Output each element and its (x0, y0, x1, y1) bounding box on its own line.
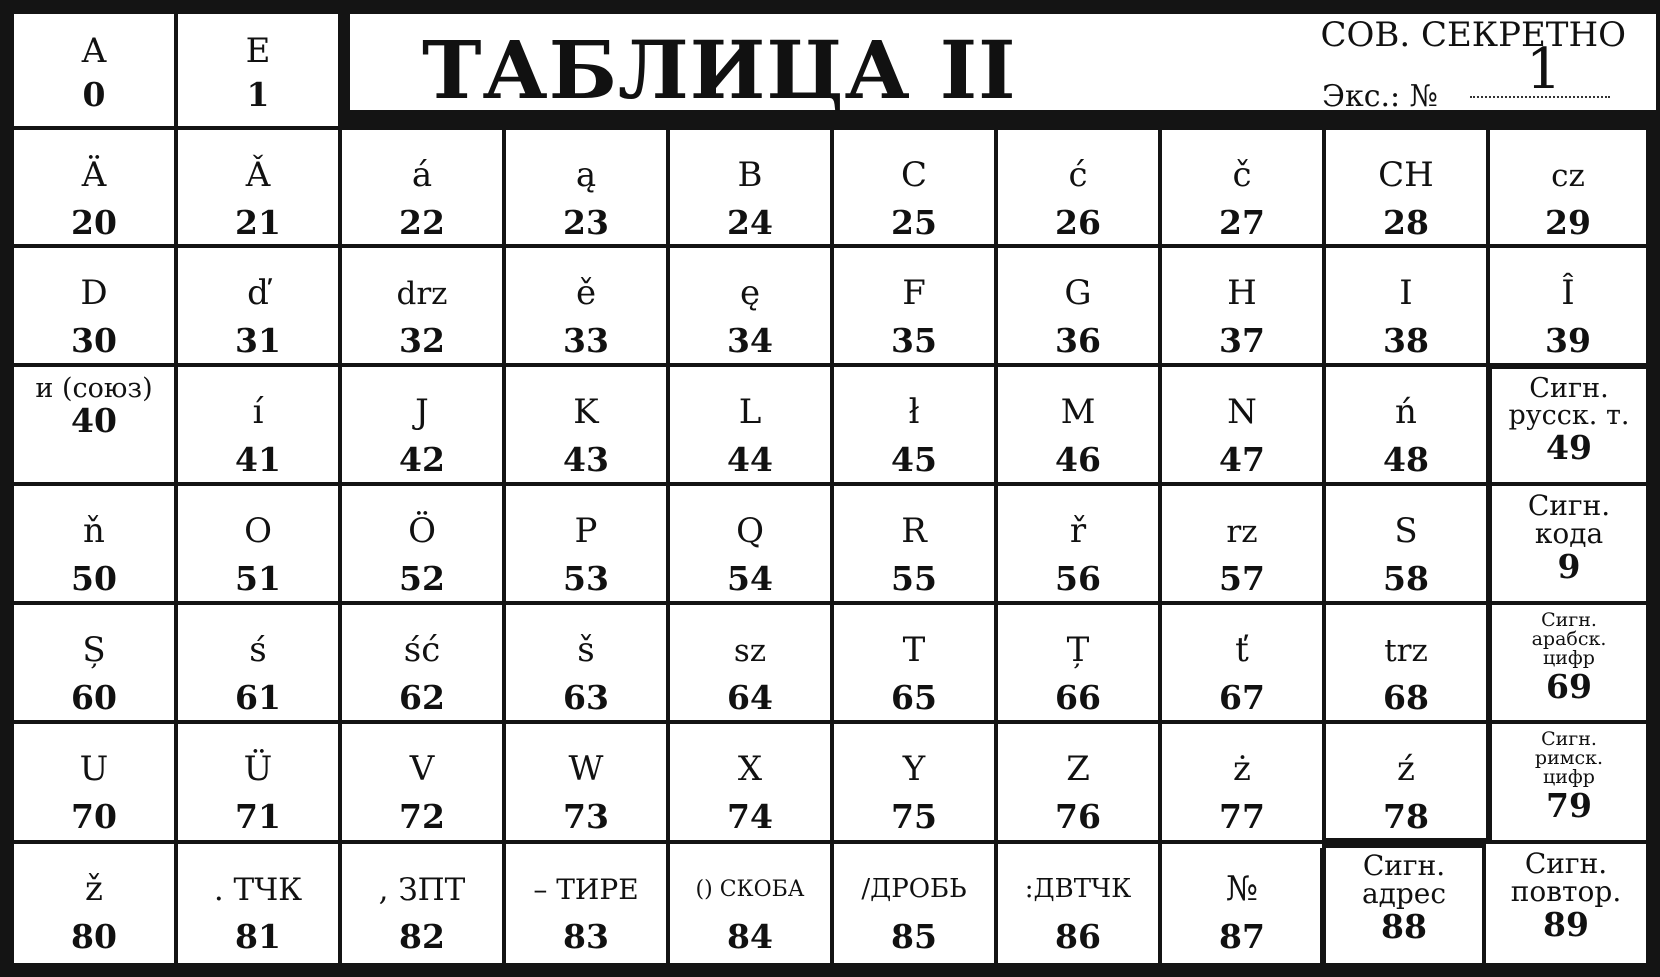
cell-code: 9 (1557, 547, 1581, 586)
cell-letter: trz (1384, 632, 1428, 669)
cell-letter-text: и (союз) (35, 373, 153, 404)
cell-letter: ą (575, 155, 597, 196)
cell-letter: W (568, 749, 604, 790)
cell-code: 52 (399, 559, 445, 598)
table-cell-73 (506, 724, 666, 840)
page-title: ТАБЛИЦА II (422, 23, 1017, 117)
cell-signal-text: Сигн. русск. т. (1508, 373, 1630, 431)
cell-letter: Ǎ (245, 155, 271, 196)
cell-code: 79 (1546, 786, 1592, 825)
table-cell-84 (670, 844, 830, 963)
table-cell-25 (834, 130, 994, 244)
table-cell-68 (1326, 605, 1486, 720)
cell-letter: á (411, 155, 433, 196)
table-cell-66 (998, 605, 1158, 720)
table-cell-50 (14, 486, 174, 601)
table-cell-37 (1162, 248, 1322, 363)
table-cell-42 (342, 367, 502, 482)
cell-code: 47 (1219, 440, 1265, 479)
cell-letter: CH (1378, 155, 1434, 196)
cell-code: 35 (891, 321, 937, 360)
table-cell-47 (1162, 367, 1322, 482)
cell-letter: ď (247, 273, 269, 314)
table-cell-65 (834, 605, 994, 720)
cell-code: 40 (71, 401, 117, 440)
cell-code: 46 (1055, 440, 1101, 479)
cell-letter: /ДРОБЬ (861, 874, 967, 905)
cell-code: 88 (1381, 907, 1427, 946)
classification-stamp: СОВ. СЕКРЕТНО (1320, 15, 1626, 55)
cell-code: 22 (399, 203, 445, 242)
table-cell-40 (14, 367, 174, 482)
cell-code: 72 (399, 797, 445, 836)
cell-letter: š (577, 630, 595, 671)
cell-letter: . ТЧК (213, 871, 303, 908)
table-cell-27 (1162, 130, 1322, 244)
cell-letter: Ș (82, 630, 106, 671)
cell-code: 33 (563, 321, 609, 360)
table-cell-80 (14, 844, 174, 963)
cell-letter: :ДВТЧК (1024, 874, 1132, 905)
table-cell-86 (998, 844, 1158, 963)
cell-letter: D (80, 273, 108, 314)
table-cell-36 (998, 248, 1158, 363)
cell-code: 58 (1383, 559, 1429, 598)
cell-code: 71 (235, 797, 281, 836)
table-cell-70 (14, 724, 174, 840)
table-cell-44 (670, 367, 830, 482)
cell-code: 25 (891, 203, 937, 242)
cell-signal-label (1494, 375, 1644, 429)
cell-code: 76 (1055, 797, 1101, 836)
cell-letter: Z (1066, 749, 1090, 790)
copy-number-label: Экс.: № (1322, 79, 1439, 114)
cell-code: 53 (563, 559, 609, 598)
cell-code: 1 (246, 75, 270, 114)
cell-code: 85 (891, 917, 937, 956)
cell-letter: č (1232, 155, 1252, 196)
table-cell-83 (506, 844, 666, 963)
table-cell-87 (1162, 844, 1322, 963)
cell-letter: í (252, 392, 264, 433)
table-cell-26 (998, 130, 1158, 244)
table-cell-77 (1162, 724, 1322, 840)
cell-letter: M (1060, 392, 1096, 433)
table-cell-30 (14, 248, 174, 363)
cell-letter: J (415, 392, 429, 433)
cell-code: 49 (1546, 428, 1592, 467)
table-cell-58 (1326, 486, 1486, 601)
table-cell-55 (834, 486, 994, 601)
cell-code: 38 (1383, 321, 1429, 360)
table-cell-71 (178, 724, 338, 840)
cell-signal-label (1519, 611, 1619, 668)
cell-signal-text: Сигн. повтор. (1510, 847, 1622, 908)
table-cell-89 (1486, 844, 1646, 963)
cell-code: 70 (71, 797, 117, 836)
table-cell-64 (670, 605, 830, 720)
cell-letter: ł (908, 392, 920, 433)
cell-code: 83 (563, 917, 609, 956)
cell-signal-label (1491, 847, 1641, 908)
table-cell-61 (178, 605, 338, 720)
cell-code: 41 (235, 440, 281, 479)
cell-letter: drz (396, 275, 448, 312)
cell-code: 87 (1219, 917, 1265, 956)
table-cell-82 (342, 844, 502, 963)
cell-letter: № (1225, 869, 1259, 910)
cell-code: 69 (1546, 667, 1592, 706)
table-cell-52 (342, 486, 502, 601)
cell-code: 37 (1219, 321, 1265, 360)
cell-letter: ň (83, 511, 105, 552)
cell-code: 21 (235, 203, 281, 242)
cell-letter: R (901, 511, 927, 552)
cell-code: 78 (1383, 797, 1429, 836)
cell-letter: C (900, 155, 927, 196)
cell-signal-text: Сигн. адрес (1361, 849, 1447, 910)
table-cell-79 (1486, 724, 1646, 840)
cell-letter: ś (249, 630, 267, 671)
table-cell-67 (1162, 605, 1322, 720)
table-cell-31 (178, 248, 338, 363)
cell-letter: ź (1397, 749, 1415, 790)
table-cell-49 (1486, 363, 1646, 482)
table-cell-53 (506, 486, 666, 601)
cell-letter: ě (575, 273, 597, 314)
cell-letter: N (1227, 392, 1257, 433)
cell-letter: S (1394, 511, 1418, 552)
cell-letter: ř (1069, 511, 1087, 552)
cell-letter: Ö (408, 511, 436, 552)
cell-letter: sz (733, 632, 767, 669)
cell-letter: O (244, 511, 272, 552)
table-cell-62 (342, 605, 502, 720)
cell-letter: ť (1235, 630, 1249, 671)
cell-code: 44 (727, 440, 773, 479)
cell-signal-label (1519, 730, 1619, 787)
cell-code: 20 (71, 203, 117, 242)
cell-code: 23 (563, 203, 609, 242)
copy-number: 1 (1526, 37, 1562, 102)
cell-code: 42 (399, 440, 445, 479)
cell-code: 68 (1383, 678, 1429, 717)
cell-code: 66 (1055, 678, 1101, 717)
cell-letter: Î (1561, 273, 1575, 314)
cell-letter: B (737, 155, 763, 196)
cell-letter: P (574, 511, 598, 552)
table-cell-54 (670, 486, 830, 601)
cell-letter: rz (1226, 513, 1258, 550)
table-cell-35 (834, 248, 994, 363)
cell-code: 24 (727, 203, 773, 242)
cell-letter: Ä (81, 155, 107, 196)
cell-code: 48 (1383, 440, 1429, 479)
table-cell-20 (14, 130, 174, 244)
cell-letter (34, 375, 154, 402)
cell-letter: H (1227, 273, 1257, 314)
cell-code: 43 (563, 440, 609, 479)
cell-code: 29 (1545, 203, 1591, 242)
cell-code: 74 (727, 797, 773, 836)
table-cell-29 (1490, 130, 1646, 244)
cell-code: 82 (399, 917, 445, 956)
cell-letter: () СКОБА (695, 877, 805, 903)
cell-signal-label (1514, 489, 1624, 550)
table-cell-34 (670, 248, 830, 363)
table-cell-56 (998, 486, 1158, 601)
cell-code: 89 (1543, 905, 1589, 944)
cell-letter: U (79, 749, 109, 790)
table-cell-32 (342, 248, 502, 363)
cell-letter: L (738, 392, 762, 433)
cell-letter: K (573, 392, 599, 433)
table-cell-78 (1326, 724, 1486, 844)
table-cell-85 (834, 844, 994, 963)
table-cell-46 (998, 367, 1158, 482)
cell-signal-text: Сигн. римск. цифр (1534, 728, 1604, 788)
cell-letter: T (902, 630, 926, 671)
cell-letter: ž (85, 869, 103, 910)
cell-signal-text: Сигн. кода (1527, 489, 1611, 550)
cell-code: 84 (727, 917, 773, 956)
cell-letter: ń (1395, 392, 1417, 433)
table-cell-43 (506, 367, 666, 482)
cell-code: 45 (891, 440, 937, 479)
cell-letter: ć (1068, 155, 1088, 196)
table-cell-38 (1326, 248, 1486, 363)
cell-code: 36 (1055, 321, 1101, 360)
cell-letter: ę (739, 273, 761, 314)
cell-code: 64 (727, 678, 773, 717)
cell-code: 67 (1219, 678, 1265, 717)
cell-letter: Ü (243, 749, 273, 790)
cell-code: 32 (399, 321, 445, 360)
cell-code: 63 (563, 678, 609, 717)
table-cell-9 (1486, 486, 1646, 601)
cell-letter: Ț (1066, 630, 1090, 671)
cell-code: 62 (399, 678, 445, 717)
cell-code: 30 (71, 321, 117, 360)
cell-code: 27 (1219, 203, 1265, 242)
cell-signal-label (1349, 849, 1459, 910)
cell-code: 50 (71, 559, 117, 598)
table-cell-48 (1326, 367, 1486, 482)
table-cell-22 (342, 130, 502, 244)
cell-code: 61 (235, 678, 281, 717)
cell-code: 75 (891, 797, 937, 836)
cell-code: 86 (1055, 917, 1101, 956)
cell-letter: V (409, 749, 435, 790)
table-cell-0 (14, 14, 174, 126)
table-cell-75 (834, 724, 994, 840)
cell-code: 0 (82, 75, 106, 114)
cell-code: 57 (1219, 559, 1265, 598)
table-cell-76 (998, 724, 1158, 840)
table-cell-60 (14, 605, 174, 720)
cell-code: 73 (563, 797, 609, 836)
cell-code: 54 (727, 559, 773, 598)
cell-code: 77 (1219, 797, 1265, 836)
table-cell-33 (506, 248, 666, 363)
cell-letter: ż (1233, 749, 1251, 790)
table-cell-45 (834, 367, 994, 482)
cell-letter: cz (1551, 157, 1585, 194)
table-cell-24 (670, 130, 830, 244)
cell-code: 60 (71, 678, 117, 717)
cell-letter: , ЗПТ (378, 871, 466, 908)
table-cell-57 (1162, 486, 1322, 601)
table-cell-74 (670, 724, 830, 840)
table-cell-28 (1326, 130, 1486, 244)
cell-code: 81 (235, 917, 281, 956)
cell-signal-text: Сигн. арабск. цифр (1531, 609, 1607, 669)
table-cell-69 (1486, 605, 1646, 720)
table-cell-81 (178, 844, 338, 963)
cell-letter: E (245, 31, 271, 72)
cell-code: 31 (235, 321, 281, 360)
table-cell-1 (178, 14, 338, 126)
table-cell-88 (1320, 848, 1482, 963)
cell-code: 65 (891, 678, 937, 717)
cell-code: 56 (1055, 559, 1101, 598)
cell-code: 28 (1383, 203, 1429, 242)
cell-letter: X (737, 749, 763, 790)
table-cell-51 (178, 486, 338, 601)
cell-code: 51 (235, 559, 281, 598)
table-cell-72 (342, 724, 502, 840)
table-cell-41 (178, 367, 338, 482)
cell-letter: Y (902, 749, 926, 790)
cell-code: 80 (71, 917, 117, 956)
table-cell-23 (506, 130, 666, 244)
cell-code: 26 (1055, 203, 1101, 242)
cell-letter: G (1064, 273, 1092, 314)
table-cell-63 (506, 605, 666, 720)
cell-code: 55 (891, 559, 937, 598)
table-header (340, 14, 1656, 120)
cell-code: 34 (727, 321, 773, 360)
table-cell-39 (1490, 248, 1646, 363)
cell-letter: ść (403, 630, 441, 671)
cell-letter: Q (736, 511, 764, 552)
cell-letter: I (1399, 273, 1413, 314)
cell-letter: A (81, 31, 107, 72)
cell-code: 39 (1545, 321, 1591, 360)
table-cell-21 (178, 130, 338, 244)
cell-letter: F (902, 273, 926, 314)
cell-letter: – ТИРЕ (533, 873, 639, 907)
